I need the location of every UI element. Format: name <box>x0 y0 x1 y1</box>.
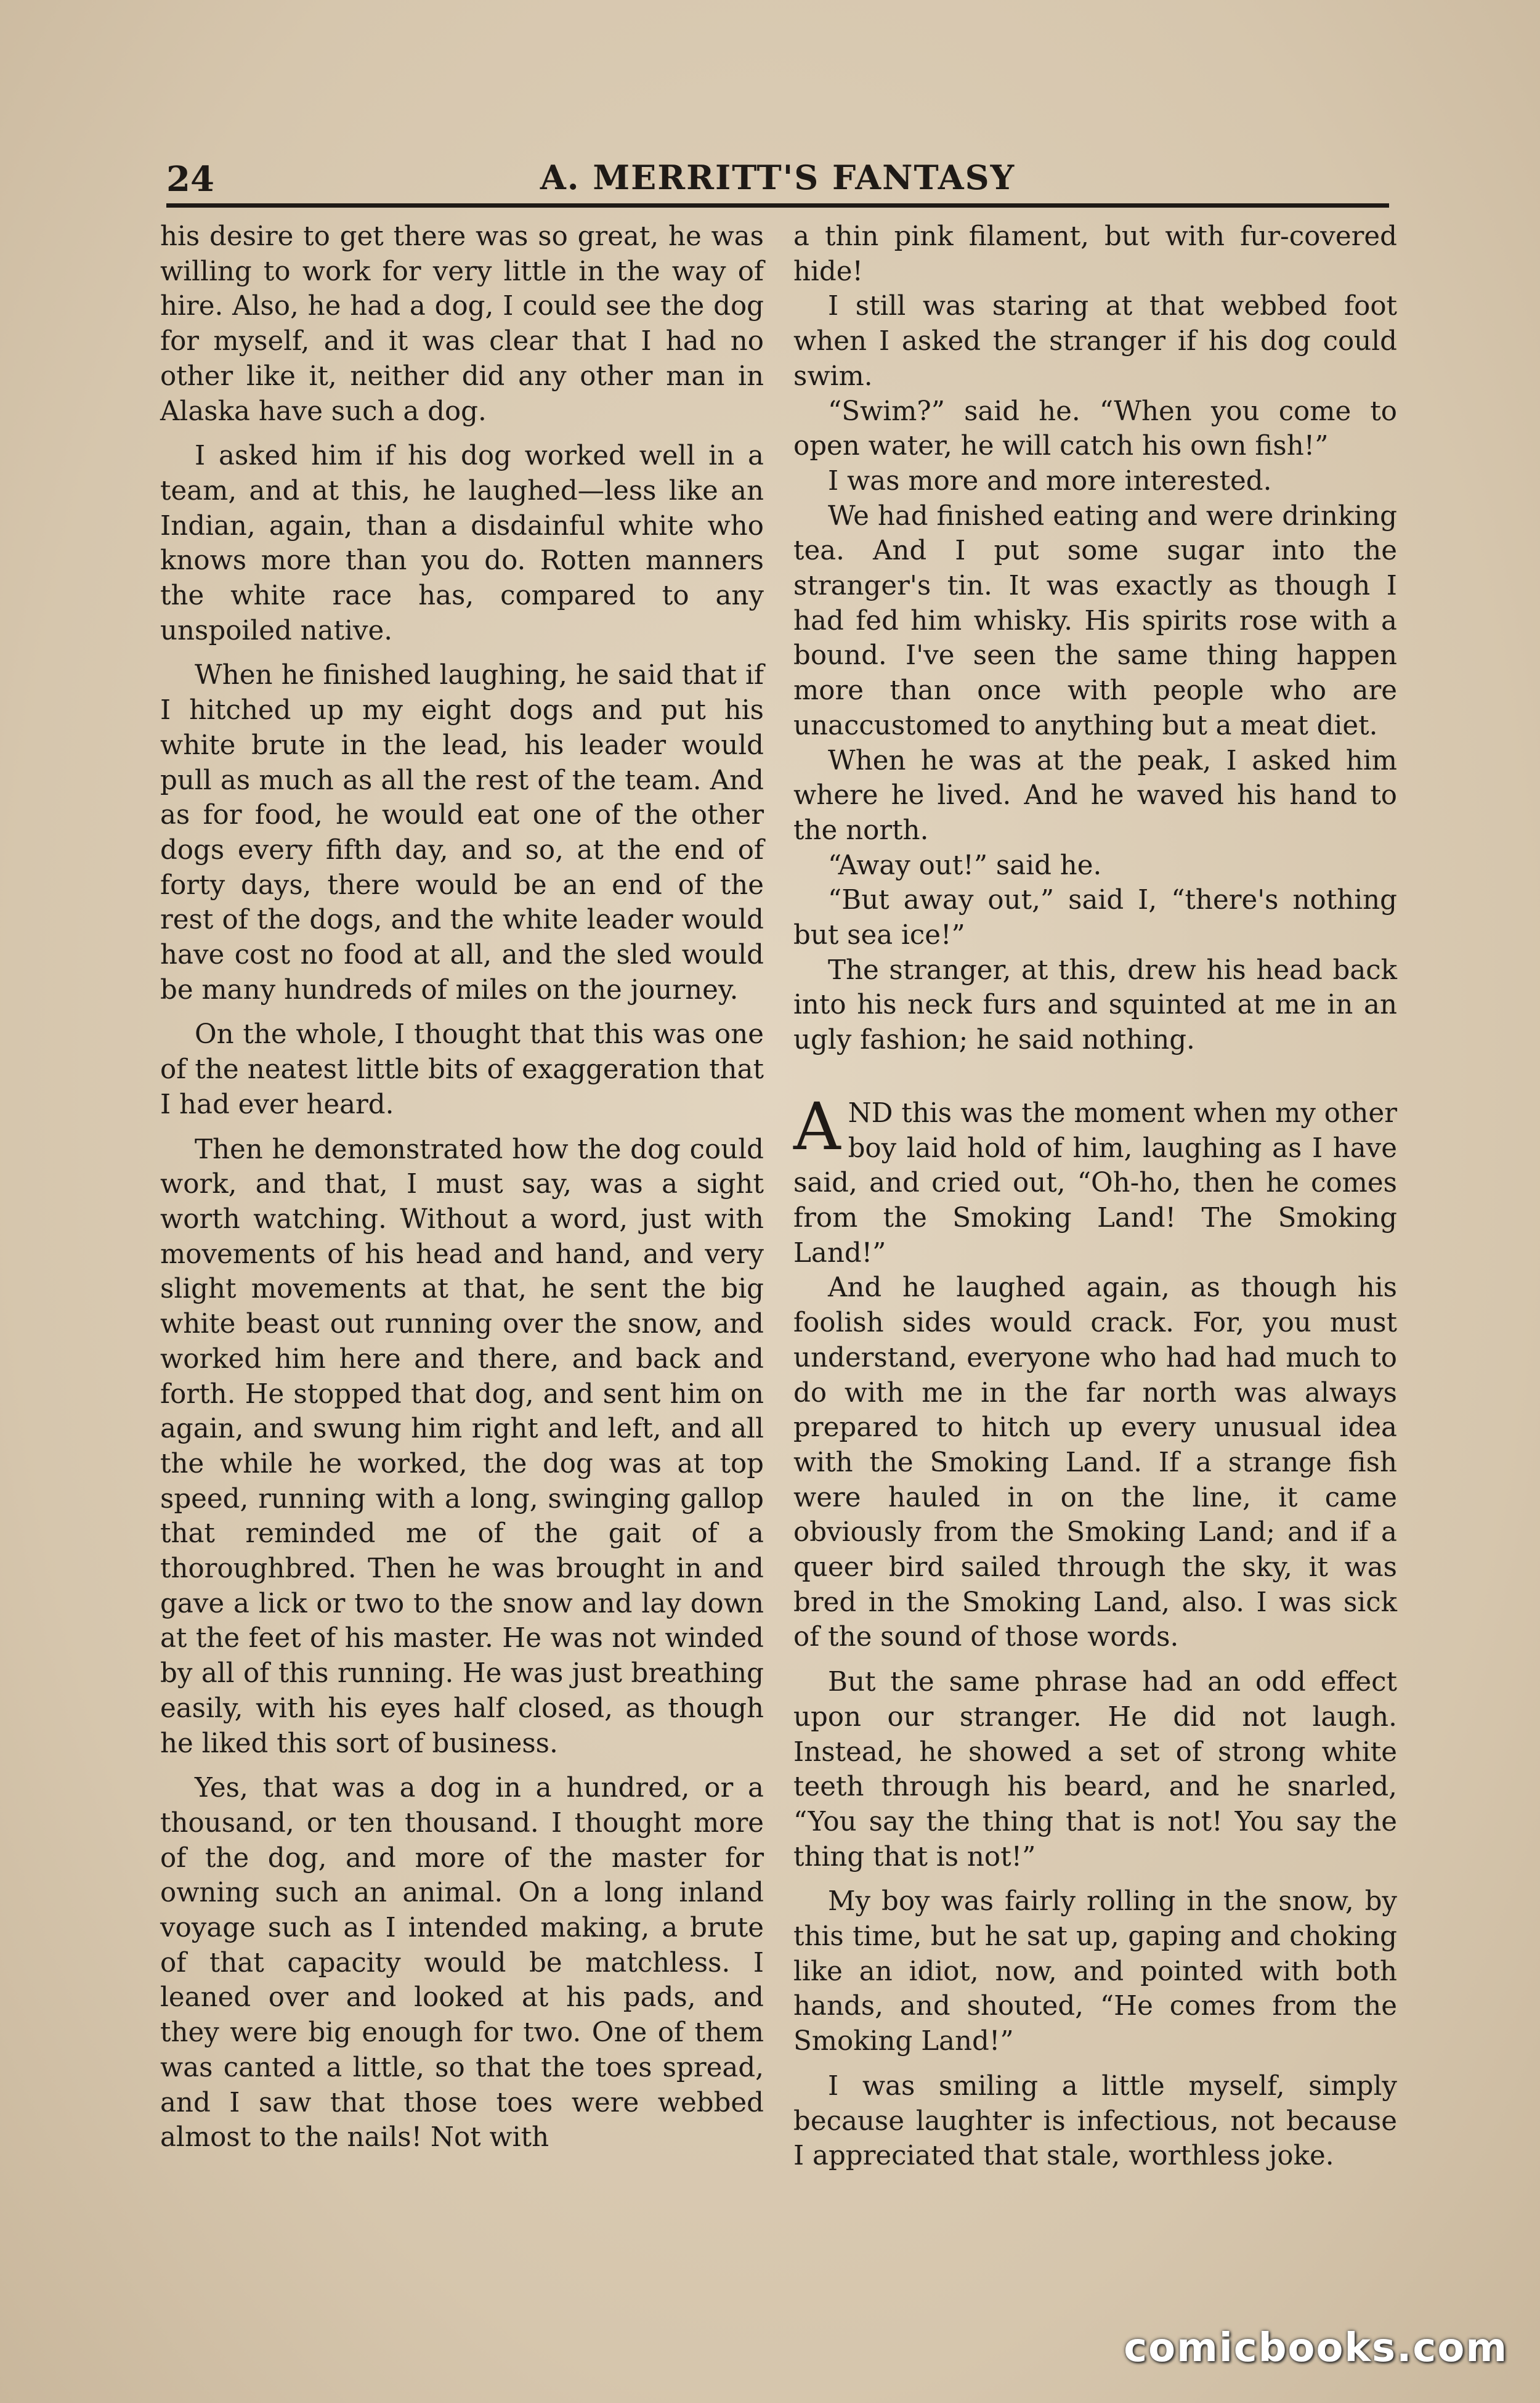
section-opening-paragraph <box>793 1088 1397 1271</box>
page-number: 24 <box>166 159 214 200</box>
paragraph: Then he demonstrated how the dog could work, and that, I must say, was a sight worth watching. Without a word, just with movements of his head and hand, and very slight movements at that, he sent the big white beast out running over the snow, and worked him here and there, and back and forth. He stopped that dog, and sent him on again, and swung him right and left, and all the while he worked, the dog was at top speed, running with a long, swinging gallop that reminded me of the gait of a thoroughbred. Then he was brought in and gave a lick or two to the snow and lay down at the feet of his master. He was not winded by all of this running. He was just breathing easily, with his eyes half closed, as though he liked this sort of business. <box>160 1134 764 1759</box>
paragraph-text: ND this was the moment when my other boy laid hold of him, laughing as I have said, and cried out, “Oh-ho, then he comes from the Smoking Land! The Smoking Land!” <box>793 1097 1397 1269</box>
paragraph: On the whole, I thought that this was one of the neatest little bits of exaggeration that I had ever heard. <box>160 1019 764 1120</box>
header-rule <box>166 203 1389 208</box>
paragraph: a thin pink filament, but with fur-covered hide! <box>793 221 1397 287</box>
paragraph: The stranger, at this, drew his head back into his neck furs and squinted at me in an ugly fashion; he said nothing. <box>793 954 1397 1056</box>
paragraph: “But away out,” said I, “there's nothing but sea ice!” <box>793 885 1397 951</box>
paragraph: When he was at the peak, I asked him where he lived. And he waved his hand to the north. <box>793 745 1397 846</box>
watermark: comicbooks.com <box>1124 2325 1508 2371</box>
paragraph: “Swim?” said he. “When you come to open water, he will catch his own fish!” <box>793 396 1397 462</box>
paragraph: I asked him if his dog worked well in a team, and at this, he laughed—less like an Indian, again, than a disdainful white who knows more than you do. Rotten manners the white race has, compared to any unspoiled native. <box>160 441 764 646</box>
paragraph: his desire to get there was so great, he was willing to work for very little in the way of hire. Also, he had a dog, I could see the dog for myself, and it was clear that I had no other like it, neither did any other man in Alaska have such a dog. <box>160 221 764 427</box>
paragraph: And he laughed again, as though his foolish sides would crack. For, you must understand, everyone who had had much to do with me in the far north was always prepared to hitch up every unusual idea with the Smoking Land. If a strange fish were hauled in on the line, it came obviously from the Smoking Land; and if a queer bird sailed through the sky, it was bred in the Smoking Land, also. I was sick of the sound of those words. <box>793 1272 1397 1653</box>
paragraph: When he finished laughing, he said that if I hitched up my eight dogs and put his white brute in the lead, his leader would pull as much as all the rest of the team. And as for food, he would eat one of the other dogs every fifth day, and so, at the end of forty days, there would be an end of the rest of the dogs, and the white leader would have cost no food at all, and the sled would be many hundreds of miles on the journey. <box>160 660 764 1006</box>
left-column <box>160 219 764 2155</box>
drop-cap: A <box>793 1088 841 1165</box>
paragraph: I was smiling a little myself, simply because laughter is infectious, not because I appreciated that stale, worthless joke. <box>793 2070 1397 2172</box>
running-title: A. MERRITT'S FANTASY <box>540 158 1016 197</box>
page-header <box>166 154 1389 209</box>
paragraph: “Away out!” said he. <box>828 850 1102 881</box>
paragraph: I was more and more interested. <box>828 465 1272 497</box>
paragraph: I still was staring at that webbed foot when I asked the stranger if his dog could swim. <box>793 291 1397 392</box>
paragraph: We had finished eating and were drinking tea. And I put some sugar into the stranger's tin. It was exactly as though I had fed him whisky. His spirits rose with a bound. I've seen the same thing happen more than once with people who are unaccustomed to anything but a meat diet. <box>793 500 1397 741</box>
paragraph: My boy was fairly rolling in the snow, by this time, but he sat up, gaping and choking like an idiot, now, and pointed with both hands, and shouted, “He comes from the Smoking Land!” <box>793 1886 1397 2057</box>
paragraph: But the same phrase had an odd effect upon our stranger. He did not laugh. Instead, he showed a set of strong white teeth through his beard, and he snarled, “You say the thing that is not! You say the thing that is not!” <box>793 1667 1397 1872</box>
paragraph: Yes, that was a dog in a hundred, or a thousand, or ten thousand. I thought more of the dog, and more of the master for owning such an animal. On a long inland voyage such as I intended making, a brute of that capacity would be matchless. I leaned over and looked at his pads, and they were big enough for two. One of them was canted a little, so that the toes spread, and I saw that those toes were webbed almost to the nails! Not with <box>160 1773 764 2153</box>
right-column <box>793 219 1397 2174</box>
